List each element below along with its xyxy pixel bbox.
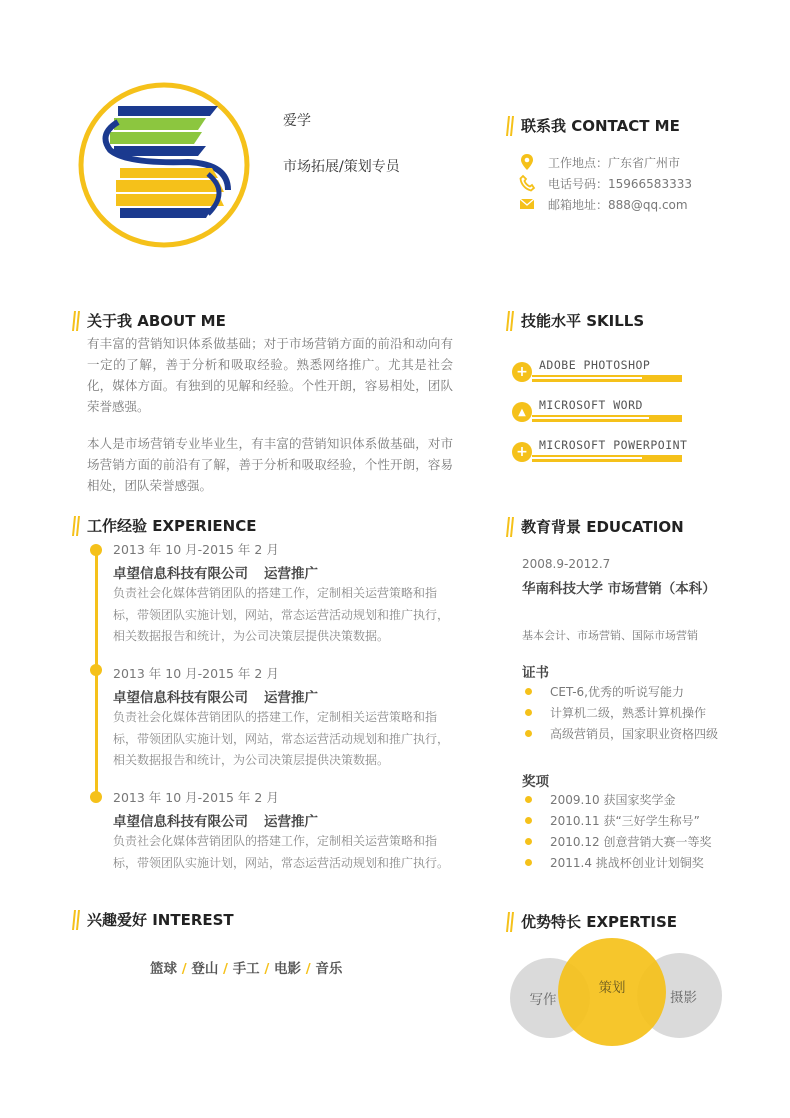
awards-list — [525, 791, 765, 881]
awards-heading: 奖项 — [522, 774, 549, 790]
skill-item — [512, 358, 712, 388]
about-paragraph: 有丰富的营销知识体系做基础；对于市场营销方面的前沿和动向有一定的了解，善于分析和吸取经验。熟悉网络推广。尤其是社会化，媒体方面。有独到的见解和经验。个性开朗，容易相处，团队荣誉感强。 — [87, 336, 453, 414]
heading-bars-icon — [505, 116, 515, 136]
interest-list — [150, 957, 342, 977]
plus-icon: + — [512, 362, 532, 382]
expertise-heading: 优势特长 EXPERTISE — [505, 911, 677, 932]
profile-title: 市场拓展/策划专员 — [283, 159, 400, 175]
job-company: 卓望信息科技有限公司 — [113, 566, 248, 582]
skill-bar-fill — [532, 377, 642, 379]
education-courses: 基本会计、市场营销、国际市场营销 — [522, 629, 698, 642]
expertise-circle-writing: 写作 — [510, 958, 590, 1038]
logo — [78, 82, 250, 248]
education-heading: 教育背景 EDUCATION — [505, 516, 684, 537]
job-role: 运营推广 — [264, 566, 318, 582]
job-company: 卓望信息科技有限公司 — [113, 814, 248, 830]
heading-bars-icon — [71, 311, 81, 331]
about-paragraph: 本人是市场营销专业毕业生，有丰富的营销知识体系做基础，对市场营销方面的前沿有了解，善于分析和吸取经验，个性开朗，容易相处，团队荣誉感强。 — [87, 436, 453, 493]
job-role: 运营推广 — [264, 690, 318, 706]
contact-location: 工作地点：广东省广州市 — [520, 152, 680, 172]
heading-bars-icon — [71, 516, 81, 536]
skill-name: MICROSOFT POWERPOINT — [539, 438, 688, 452]
job-date: 2013 年 10 月-2015 年 2 月 — [113, 790, 279, 805]
job-company: 卓望信息科技有限公司 — [113, 690, 248, 706]
job-title — [113, 810, 318, 830]
interest-separator: / — [264, 961, 270, 977]
education-courses-wrap — [522, 627, 722, 642]
contact-phone: 电话号码：15966583333 — [520, 173, 692, 193]
list-item: 计算机二级，熟悉计算机操作 — [525, 704, 706, 721]
interest-separator: / — [181, 961, 187, 977]
about-heading: 关于我 ABOUT ME — [71, 310, 226, 331]
job-description: 负责社会化媒体营销团队的搭建工作，定制相关运营策略和指标，带领团队实施计划，网站，常态运营活动规划和推广执行。 — [113, 834, 450, 870]
job-date: 2013 年 10 月-2015 年 2 月 — [113, 666, 279, 681]
skill-bar-fill — [532, 457, 642, 459]
experience-heading: 工作经验 EXPERIENCE — [71, 515, 256, 536]
mail-icon — [520, 198, 534, 210]
skills-list — [512, 358, 732, 468]
job-title — [113, 686, 318, 706]
interest-item: 手工 — [232, 961, 260, 977]
contact-email: 邮箱地址：888@qq.com — [520, 194, 688, 214]
skills-heading: 技能水平 SKILLS — [505, 310, 644, 331]
timeline-dot — [90, 544, 102, 556]
contact-heading: 联系我 CONTACT ME — [505, 115, 680, 136]
timeline-dot — [90, 791, 102, 803]
job-title — [113, 562, 318, 582]
job-date: 2013 年 10 月-2015 年 2 月 — [113, 542, 279, 557]
profile-name: 爱学 — [283, 113, 311, 129]
interest-separator: / — [305, 961, 311, 977]
phone-icon — [520, 175, 534, 191]
interest-item: 音乐 — [315, 961, 343, 977]
skill-name: ADOBE PHOTOSHOP — [539, 358, 651, 372]
heading-bars-icon — [505, 517, 515, 537]
list-item: 高级营销员，国家职业资格四级 — [525, 725, 718, 742]
skill-bar-fill — [532, 417, 649, 419]
certs-heading: 证书 — [522, 665, 549, 681]
heading-bars-icon — [71, 910, 81, 930]
list-item: CET-6,优秀的听说写能力 — [525, 683, 684, 700]
heading-bars-icon — [505, 311, 515, 331]
skill-item — [512, 438, 712, 468]
list-item: 2010.11 获“三好学生称号” — [525, 812, 700, 829]
list-item: 2009.10 获国家奖学金 — [525, 791, 675, 808]
triangle-icon: ▲ — [512, 402, 532, 422]
expertise-circle-photography: 摄影 — [637, 953, 722, 1038]
skill-item — [512, 398, 712, 428]
skill-name: MICROSOFT WORD — [539, 398, 643, 412]
job-role: 运营推广 — [264, 814, 318, 830]
expertise-circle-planning: 策划 — [558, 938, 666, 1046]
interest-item: 登山 — [191, 961, 219, 977]
education-school: 华南科技大学 市场营销（本科） — [522, 581, 716, 597]
heading-bars-icon — [505, 912, 515, 932]
about-text — [87, 333, 453, 493]
education-period: 2008.9-2012.7 — [522, 557, 611, 571]
interest-separator: / — [223, 961, 228, 977]
interest-heading: 兴趣爱好 INTEREST — [71, 909, 234, 930]
interest-item: 篮球 — [150, 961, 177, 977]
plus-icon: + — [512, 442, 532, 462]
timeline-dot — [90, 664, 102, 676]
list-item: 2011.4 挑战杯创业计划铜奖 — [525, 854, 704, 871]
list-item: 2010.12 创意营销大赛一等奖 — [525, 833, 711, 850]
interest-item: 电影 — [274, 961, 302, 977]
job-description: 负责社会化媒体营销团队的搭建工作，定制相关运营策略和指标，带领团队实施计划，网站，常态运营活动规划和推广执行，相关数据报告和统计，为公司决策层提供决策数据。 — [113, 710, 450, 767]
job-description: 负责社会化媒体营销团队的搭建工作，定制相关运营策略和指标，带领团队实施计划，网站，常态运营活动规划和推广执行，相关数据报告和统计，为公司决策层提供决策数据。 — [113, 586, 450, 643]
certs-list — [525, 683, 765, 753]
location-icon — [520, 154, 534, 170]
